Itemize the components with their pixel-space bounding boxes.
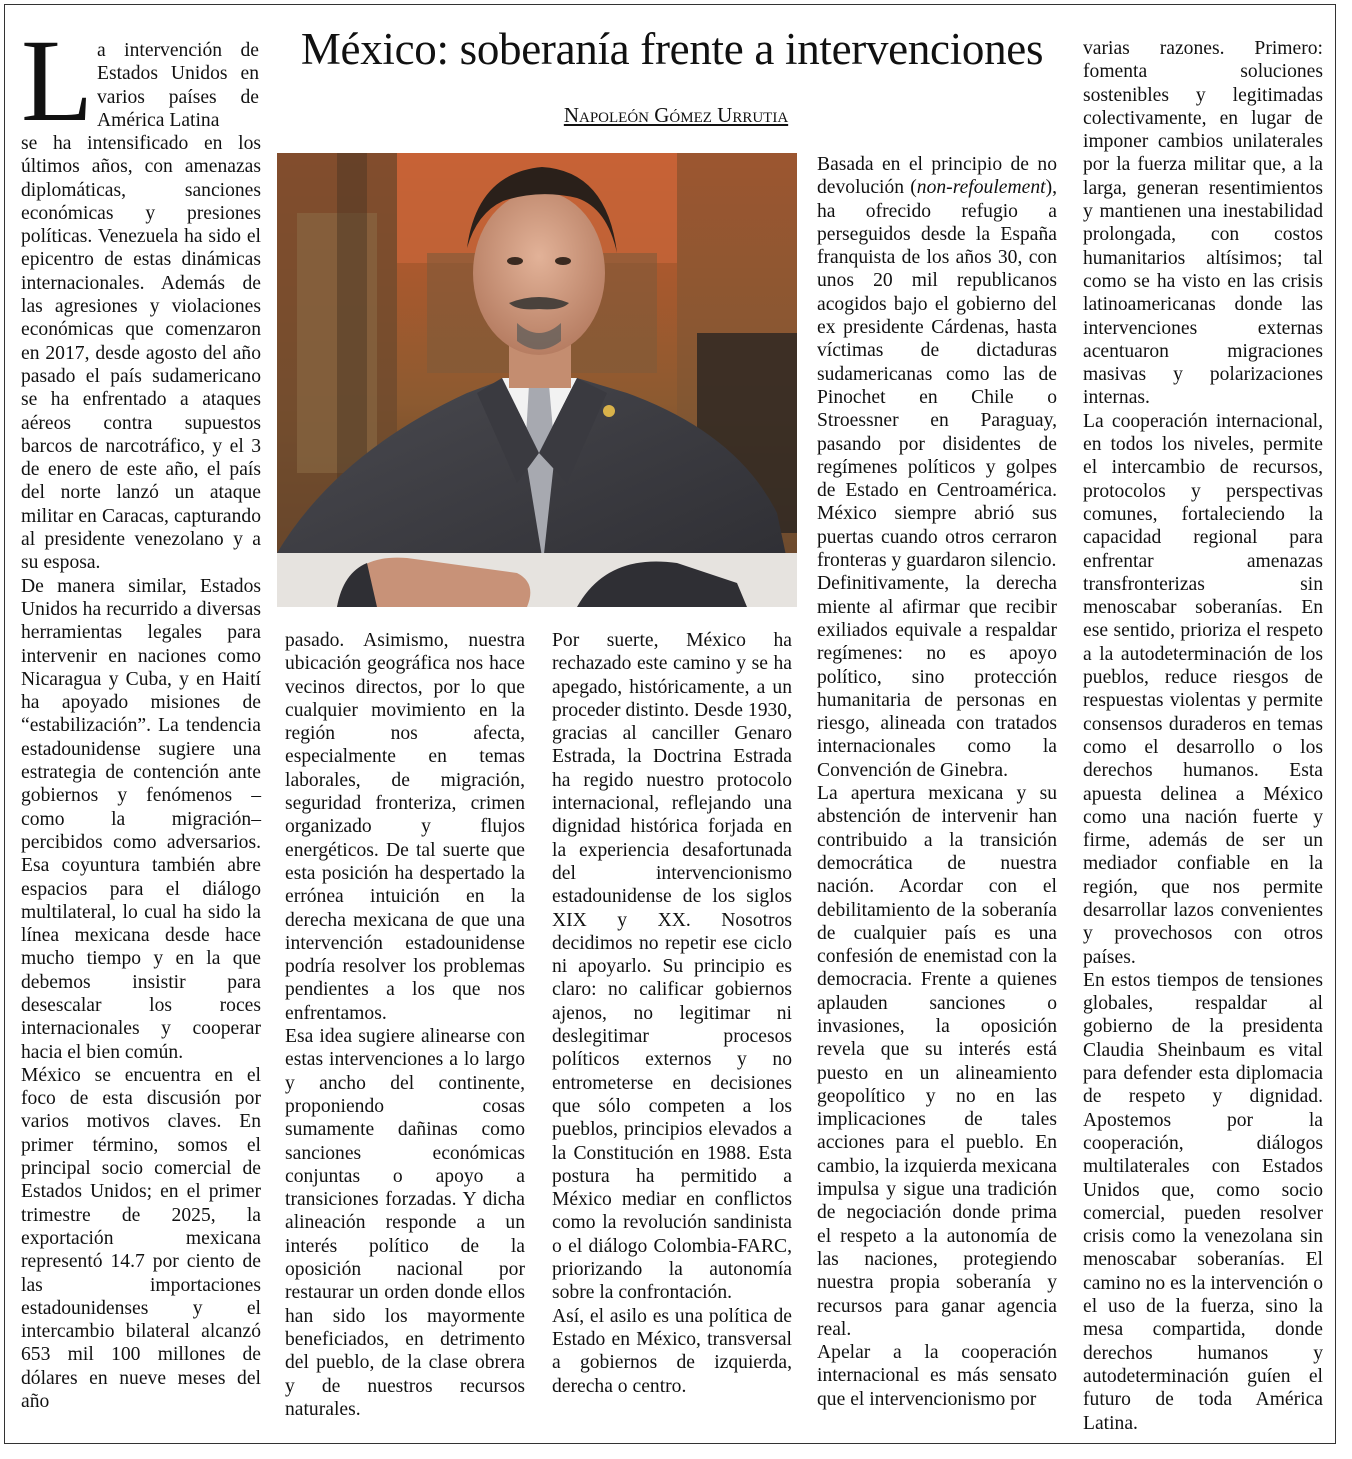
newspaper-page	[4, 4, 1336, 1444]
paragraph: Apelar a la cooperación internacional es más sensato que el intervencionismo por	[817, 1342, 1057, 1410]
paragraph: La apertura mexicana y su abstención de intervenir han contribuido a la transición democrática de nuestra nación. Acordar con el debilitamiento de la soberanía de cualquier país es una confesión de enemistad con la democracia. Frente a quienes aplauden sanciones o invasiones, la oposición revela que su interés está puesto en un alineamiento geopolítico y no en las implicaciones de tales acciones para el pueblo. En cambio, la izquierda mexicana impulsa y sigue una tradición de negociación donde prima el respeto a la autonomía de las naciones, protegiendo nuestra propia soberanía y recursos para ganar agencia real.	[817, 783, 1057, 1340]
column-3	[552, 629, 792, 1398]
intro-lines: a intervención de Estados Unidos en varios países de América Latina	[97, 40, 259, 131]
italic-term: non-refoulement	[916, 177, 1046, 199]
paragraph: Por suerte, México ha rechazado este camino y se ha apegado, históricamente, a un proceder distinto. Desde 1930, gracias al canciller Genaro Estrada, la Doctrina Estrada ha regido nuestro protocolo internacional, reflejando una dignidad histórica forjada en la experiencia desafortunada del intervencionismo estadounidense de los siglos XIX y XX. Nosotros decidimos no repetir ese ciclo ni apoyarlo. Su principio es claro: no calificar gobiernos ajenos, no legitimar ni deslegitimar procesos políticos externos y no entrometerse en decisiones que sólo competen a los pueblos, principios elevados a la Constitución en 1988. Esta postura ha permitido a México mediar en conflictos como la revolución sandinista o el diálogo Colombia-FARC, priorizando la autonomía sobre la confrontación.	[552, 630, 792, 1304]
author-photo	[277, 153, 797, 607]
column-1-intro	[97, 39, 259, 132]
column-2	[285, 629, 525, 1421]
paragraph: pasado. Asimismo, nuestra ubicación geográfica nos hace vecinos directos, por lo que cualquier movimiento en la región nos afecta, especialmente en temas laborales, de migración, seguridad fronteriza, crimen organizado y flujos energéticos. De tal suerte que esta posición ha despertado la errónea intuición en la derecha mexicana de que una intervención estadounidense podría resolver los problemas pendientes a los que nos enfrentamos.	[285, 630, 525, 1024]
portrait-illustration	[277, 153, 797, 607]
paragraph: La cooperación internacional, en todos los niveles, permite el intercambio de recursos, protocolos y perspectivas comunes, fortaleciendo la capacidad regional para enfrentar amenazas transfronterizas sin menoscabar soberanías. En ese sentido, prioriza el respeto a la autodeterminación de los pueblos, reduce riesgos de respuestas violentas y permite consensos duraderos en temas como el desarrollo o los derechos humanos. Esta apuesta delinea a México como una nación fuerte y firme, además de ser un mediador confiable en la región, que nos permite desarrollar lazos convenientes y provechosos con otros países.	[1083, 410, 1323, 968]
drop-cap: L	[21, 15, 94, 146]
paragraph: De manera similar, Estados Unidos ha recurrido a diversas herramientas legales para intervenir en naciones como Nicaragua y Cuba, y en Haití ha apoyado misiones de “estabilización”. La tendencia estadounidense sugiere una estrategia de contención ante gobiernos y fenómenos –como la migración– percibidos como adversarios. Esa coyuntura también abre espacios para el diálogo multilateral, lo cual ha sido la línea mexicana desde hace mucho tiempo y en la que debemos insistir para desescalar los roces internacionales y cooperar hacia el bien común.	[21, 575, 261, 1063]
paragraph: se ha intensificado en los últimos años, con amenazas diplomáticas, sanciones económicas y presiones políticas. Venezuela ha sido el epicentro de estas dinámicas internacionales. Además de las agresiones y violaciones económicas que comenzaron en 2017, desde agosto del año pasado el país sudamericano se ha enfrentado a ataques aéreos contra supuestos barcos de narcotráfico, y el 3 de enero de este año, el país del norte lanzó un ataque militar en Caracas, capturando al presidente venezolano y a su esposa.	[21, 133, 261, 574]
paragraph: En estos tiempos de tensiones globales, respaldar al gobierno de la presidenta Claudia Sheinbaum es vital para defender esta diplomacia de respeto y dignidad. Apostemos por la cooperación, diálogos multilaterales con Estados Unidos que, como socio comercial, pueden resolver crisis como la venezolana sin menoscabar soberanías. El camino no es la intervención o el uso de la fuerza, sino la mesa compartida, donde derechos humanos y autodeterminación guíen el futuro de toda América Latina.	[1083, 969, 1323, 1434]
article-title: México: soberanía frente a intervenciones	[300, 24, 1044, 74]
text-run: ), ha ofrecido refugio a perseguidos desde la España franquista de los años 30, con unos 20 mil republicanos acogidos bajo el gobierno del ex presidente Cárdenas, hasta víctimas de dictaduras sudamericanas como las de Pinochet en Chile o Stroessner en Paraguay, pasando por disidentes de regímenes políticos y golpes de Estado en Centroamérica. México siempre abrió sus puertas cuando otros cerraron fronteras y guardaron silencio.	[817, 177, 1057, 572]
paragraph: México se encuentra en el foco de esta discusión por varios motivos claves. En primer término, somos el principal socio comercial de Estados Unidos; en el primer trimestre de 2025, la exportación mexicana representó 14.7 por ciento de las importaciones estadounidenses y el intercambio bilateral alcanzó 653 mil 100 millones de dólares en nueve meses del año	[21, 1064, 261, 1413]
column-1	[21, 132, 261, 1413]
column-4	[817, 153, 1057, 1411]
column-5	[1083, 37, 1323, 1435]
author-byline: Napoleón Gómez Urrutia	[563, 103, 789, 127]
paragraph: Así, el asilo es una política de Estado en México, transversal a gobiernos de izquierda, derecha o centro.	[552, 1305, 792, 1397]
text-run: Basada en el principio de no devolución (	[817, 154, 1057, 199]
paragraph: Definitivamente, la derecha miente al afirmar que recibir exiliados equivale a respaldar regímenes: no es apoyo político, sino protección humanitaria de personas en riesgo, alineada con tratados internacionales como la Convención de Ginebra.	[817, 573, 1057, 781]
paragraph	[817, 153, 1057, 572]
paragraph: Esa idea sugiere alinearse con estas intervenciones a lo largo y ancho del continente, proponiendo cosas sumamente dañinas como sanciones económicas conjuntas o apoyo a transiciones forzadas. Y dicha alineación responde a un interés político de la oposición nacional por restaurar un orden donde ellos han sido los mayormente beneficiados, en detrimento del pueblo, de la clase obrera y de nuestros recursos naturales.	[285, 1026, 525, 1420]
paragraph: varias razones. Primero: fomenta soluciones sostenibles y legitimadas colectivamente, en lugar de imponer cambios unilaterales por la fuerza militar que, a la larga, generan resentimientos y mantienen una inestabilidad prolongada, con costos humanitarios altísimos; tal como se ha visto en las crisis latinoamericanas donde las intervenciones externas acentuaron migraciones masivas y polarizaciones internas.	[1083, 38, 1323, 409]
